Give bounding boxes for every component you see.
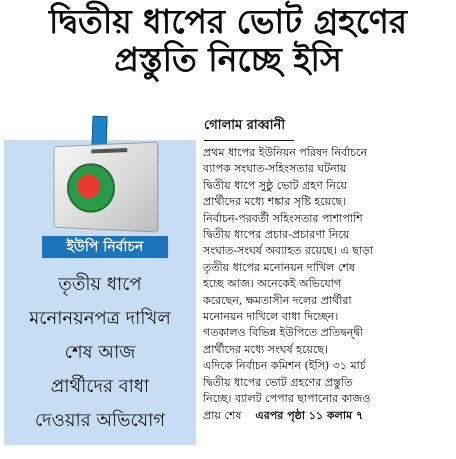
- byline-block: [204, 114, 450, 141]
- article-last-text: প্রায় শেষ: [203, 408, 242, 422]
- continued-on-page-link[interactable]: এরপর পৃষ্ঠা ১১ কলাম ৭: [255, 408, 364, 422]
- article-line: নিচ্ছে। ব্যালট পেপার ছাপানোর কাজও: [203, 392, 371, 406]
- article-line: দ্বিতীয় ধাপে সুষ্ঠু ভোট গ্রহণ নিয়ে: [203, 178, 347, 192]
- ballot-slot: [91, 148, 127, 153]
- ballot-box-icon: [54, 141, 159, 232]
- article-line: হচ্ছে আজ। অনেকেই অভিযোগ: [203, 277, 342, 291]
- article-line: প্রথম ধাপের ইউনিয়ন পরিষদ নির্বাচনে: [203, 146, 368, 159]
- ballot-box-illustration: [4, 140, 196, 236]
- article-line: করেছেন, ক্ষমতাসীন দলের প্রার্থীরা: [203, 293, 352, 307]
- article-line: প্রার্থীদের মধ্যে শঙ্কার সৃষ্টি হয়েছে।: [203, 195, 347, 209]
- byline-underline: [204, 140, 294, 141]
- article-line: প্রার্থীদের মধ্যে সংঘর্ষ হয়েছে।: [203, 342, 328, 356]
- sidebar-line: শেষ আজ: [64, 342, 136, 363]
- article-line: সংঘাত-সংঘর্ষ অব্যাহত রয়েছে। এ ছাড়া: [203, 244, 374, 258]
- article-line: গতকালও বিভিন্ন ইউপিতে প্রতিদ্বন্দ্বী: [203, 326, 363, 340]
- article-body: [203, 145, 450, 424]
- emblem-center: [77, 174, 100, 198]
- article-line: এদিকে নির্বাচন কমিশন (ইসি) ৩১ মার্চ: [203, 359, 366, 373]
- article-line: তৃতীয় ধাপের মনোনয়ন দাখিল শেষ: [203, 260, 355, 274]
- article-line: ব্যাপক সংঘাত-সহিংসতার ঘটনায়: [203, 162, 347, 176]
- article-line: দ্বিতীয় ধাপের প্রচার-প্রচারণা নিয়ে: [203, 228, 350, 242]
- sidebar-box: [4, 140, 196, 445]
- article-line: মনোনয়ন দাখিলে বাধা দিচ্ছেন।: [203, 310, 339, 324]
- article-last-line: [203, 408, 450, 424]
- election-commission-emblem-icon: [67, 163, 115, 214]
- byline-author: গোলাম রাব্বানী: [204, 118, 286, 133]
- article-line: দ্বিতীয় ধাপের ভোট গ্রহণের প্রস্তুতি: [203, 375, 353, 389]
- headline-line-1: দ্বিতীয় ধাপের ভোট গ্রহণের: [49, 2, 407, 41]
- sidebar-line: প্রার্থীদের বাধা: [50, 376, 150, 397]
- sidebar-line: তৃতীয় ধাপে: [58, 274, 142, 295]
- headline-line-2: প্রস্তুতি নিচ্ছে ইসি: [114, 40, 342, 80]
- sidebar-line: মনোনয়নপত্র দাখিল: [29, 308, 171, 329]
- article-line: নির্বাচন-পরবর্তী সহিংসতার পাশাপাশি: [203, 211, 363, 225]
- headline: [0, 0, 456, 80]
- section-badge: ইউপি নির্বাচন: [42, 236, 168, 258]
- sidebar-summary: [4, 268, 196, 438]
- sidebar-line: দেওয়ার অভিযোগ: [34, 410, 166, 431]
